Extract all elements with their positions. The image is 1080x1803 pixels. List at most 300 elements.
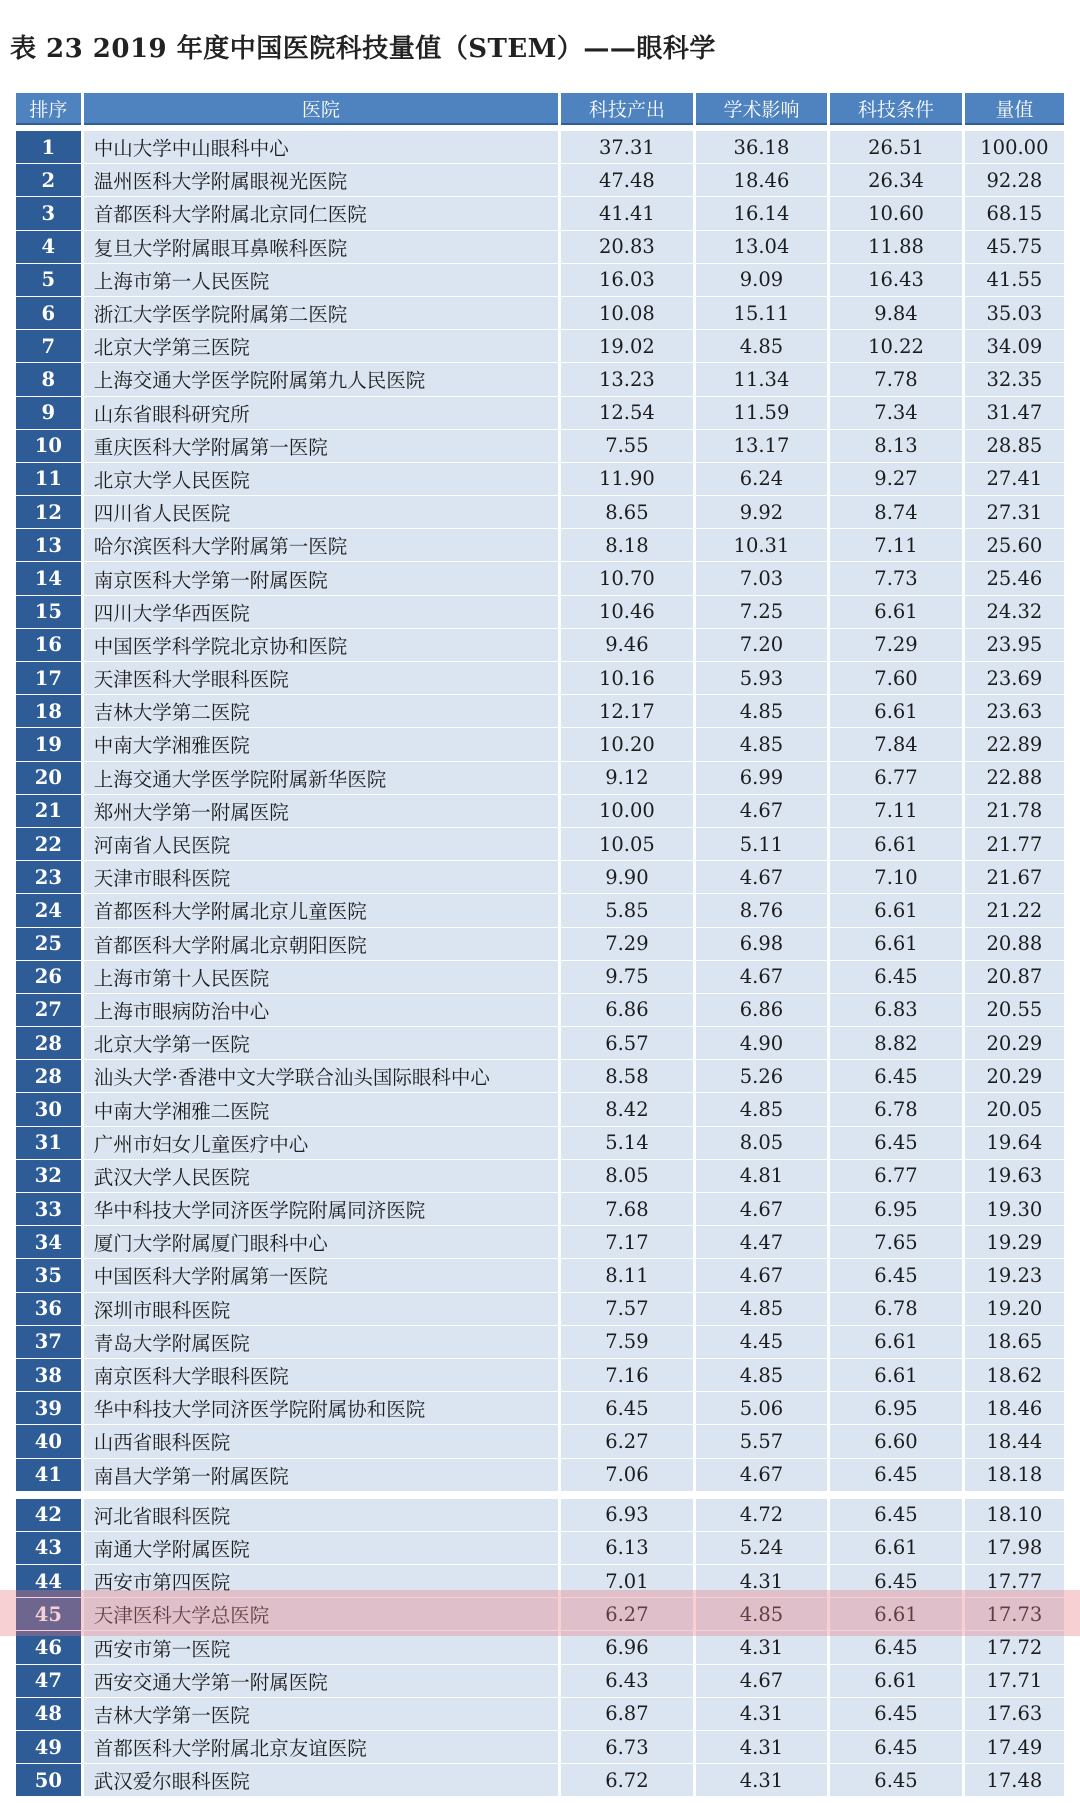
cell-output: 7.16	[561, 1359, 693, 1391]
cell-conditions: 6.61	[830, 928, 962, 960]
cell-rank: 23	[16, 861, 81, 893]
cell-output: 47.48	[561, 164, 693, 196]
header-row	[16, 93, 1064, 125]
cell-value: 20.88	[965, 928, 1064, 960]
table-row	[16, 1392, 1064, 1424]
cell-hospital: 郑州大学第一附属医院	[84, 795, 558, 827]
table-row	[16, 529, 1064, 561]
cell-output: 8.11	[561, 1259, 693, 1291]
cell-conditions: 6.61	[830, 1359, 962, 1391]
cell-conditions: 6.45	[830, 1499, 962, 1531]
table-body	[16, 126, 1064, 1796]
cell-impact: 4.31	[696, 1698, 828, 1730]
cell-impact: 6.99	[696, 762, 828, 794]
cell-value: 17.63	[965, 1698, 1064, 1730]
cell-output: 6.87	[561, 1698, 693, 1730]
cell-conditions: 6.61	[830, 1326, 962, 1358]
cell-impact: 13.17	[696, 430, 828, 462]
cell-conditions: 6.45	[830, 1259, 962, 1291]
cell-rank: 10	[16, 430, 81, 462]
cell-value: 17.49	[965, 1731, 1064, 1763]
cell-rank: 20	[16, 762, 81, 794]
cell-impact: 8.05	[696, 1127, 828, 1159]
cell-rank: 44	[16, 1565, 81, 1597]
cell-value: 25.46	[965, 562, 1064, 594]
cell-impact: 6.98	[696, 928, 828, 960]
cell-output: 10.20	[561, 728, 693, 760]
cell-hospital: 天津医科大学眼科医院	[84, 662, 558, 694]
cell-impact: 4.31	[696, 1764, 828, 1796]
cell-value: 31.47	[965, 397, 1064, 429]
table-row	[16, 596, 1064, 628]
cell-rank: 28	[16, 1060, 81, 1092]
cell-value: 20.29	[965, 1060, 1064, 1092]
cell-rank: 33	[16, 1193, 81, 1225]
table-row	[16, 1698, 1064, 1730]
cell-rank: 37	[16, 1326, 81, 1358]
cell-value: 34.09	[965, 330, 1064, 362]
table-row	[16, 1093, 1064, 1125]
cell-conditions: 6.78	[830, 1093, 962, 1125]
cell-output: 10.05	[561, 828, 693, 860]
cell-conditions: 10.22	[830, 330, 962, 362]
cell-rank: 50	[16, 1764, 81, 1796]
cell-output: 7.17	[561, 1226, 693, 1258]
cell-output: 5.85	[561, 894, 693, 926]
cell-impact: 4.67	[696, 861, 828, 893]
table-row	[16, 1631, 1064, 1663]
cell-rank: 14	[16, 562, 81, 594]
cell-output: 10.00	[561, 795, 693, 827]
cell-value: 24.32	[965, 596, 1064, 628]
cell-rank: 34	[16, 1226, 81, 1258]
cell-conditions: 9.27	[830, 463, 962, 495]
cell-output: 16.03	[561, 264, 693, 296]
cell-conditions: 6.45	[830, 1698, 962, 1730]
cell-hospital: 重庆医科大学附属第一医院	[84, 430, 558, 462]
cell-rank: 7	[16, 330, 81, 362]
cell-conditions: 7.78	[830, 363, 962, 395]
cell-impact: 4.31	[696, 1565, 828, 1597]
cell-hospital: 河北省眼科医院	[84, 1499, 558, 1531]
cell-hospital: 广州市妇女儿童医疗中心	[84, 1127, 558, 1159]
col-header-value: 量值	[965, 93, 1064, 125]
cell-rank: 26	[16, 961, 81, 993]
table-row	[16, 828, 1064, 860]
table-row	[16, 1060, 1064, 1092]
table-row	[16, 1226, 1064, 1258]
col-header-impact: 学术影响	[696, 93, 828, 125]
cell-conditions: 7.34	[830, 397, 962, 429]
table-row	[16, 1499, 1064, 1531]
table-title: 表 23 2019 年度中国医院科技量值（STEM）——眼科学	[10, 34, 716, 64]
cell-rank: 9	[16, 397, 81, 429]
cell-output: 11.90	[561, 463, 693, 495]
cell-conditions: 26.51	[830, 131, 962, 163]
cell-output: 13.23	[561, 363, 693, 395]
cell-hospital: 北京大学第一医院	[84, 1027, 558, 1059]
cell-output: 9.90	[561, 861, 693, 893]
cell-hospital: 中山大学中山眼科中心	[84, 131, 558, 163]
col-header-hospital: 医院	[84, 93, 558, 125]
cell-rank: 15	[16, 596, 81, 628]
cell-output: 9.75	[561, 961, 693, 993]
cell-conditions: 6.95	[830, 1392, 962, 1424]
cell-hospital: 青岛大学附属医院	[84, 1326, 558, 1358]
section-gap	[16, 1492, 1064, 1498]
cell-impact: 5.57	[696, 1425, 828, 1457]
table-row	[16, 1459, 1064, 1491]
table-row	[16, 1293, 1064, 1325]
cell-conditions: 6.78	[830, 1293, 962, 1325]
table-row	[16, 1425, 1064, 1457]
stem-ranking-table	[13, 92, 1067, 1797]
cell-value: 25.60	[965, 529, 1064, 561]
cell-hospital: 华中科技大学同济医学院附属同济医院	[84, 1193, 558, 1225]
table-row	[16, 1160, 1064, 1192]
table-row	[16, 629, 1064, 661]
cell-conditions: 6.77	[830, 762, 962, 794]
cell-output: 6.45	[561, 1392, 693, 1424]
cell-rank: 38	[16, 1359, 81, 1391]
cell-rank: 5	[16, 264, 81, 296]
cell-output: 10.08	[561, 297, 693, 329]
cell-conditions: 6.45	[830, 1565, 962, 1597]
table-row	[16, 795, 1064, 827]
cell-conditions: 6.45	[830, 1060, 962, 1092]
table-row	[16, 762, 1064, 794]
cell-hospital: 武汉大学人民医院	[84, 1160, 558, 1192]
table-row	[16, 131, 1064, 163]
cell-hospital: 山西省眼科医院	[84, 1425, 558, 1457]
cell-output: 7.59	[561, 1326, 693, 1358]
cell-output: 6.86	[561, 994, 693, 1026]
cell-impact: 7.03	[696, 562, 828, 594]
cell-rank: 3	[16, 197, 81, 229]
cell-value: 21.22	[965, 894, 1064, 926]
cell-value: 18.65	[965, 1326, 1064, 1358]
table-row	[16, 1193, 1064, 1225]
cell-output: 8.18	[561, 529, 693, 561]
cell-impact: 11.34	[696, 363, 828, 395]
cell-rank: 24	[16, 894, 81, 926]
cell-impact: 4.67	[696, 1665, 828, 1697]
cell-conditions: 7.60	[830, 662, 962, 694]
cell-value: 27.41	[965, 463, 1064, 495]
cell-value: 20.55	[965, 994, 1064, 1026]
cell-impact: 4.31	[696, 1631, 828, 1663]
cell-impact: 9.09	[696, 264, 828, 296]
table-row	[16, 197, 1064, 229]
cell-hospital: 吉林大学第二医院	[84, 695, 558, 727]
table-row	[16, 1359, 1064, 1391]
table-row	[16, 363, 1064, 395]
table-row	[16, 1259, 1064, 1291]
cell-impact: 4.85	[696, 695, 828, 727]
cell-impact: 15.11	[696, 297, 828, 329]
cell-hospital: 上海市眼病防治中心	[84, 994, 558, 1026]
cell-output: 7.68	[561, 1193, 693, 1225]
table-row	[16, 231, 1064, 263]
cell-impact: 6.24	[696, 463, 828, 495]
cell-conditions: 6.61	[830, 695, 962, 727]
cell-rank: 2	[16, 164, 81, 196]
cell-value: 100.00	[965, 131, 1064, 163]
cell-value: 17.77	[965, 1565, 1064, 1597]
cell-impact: 11.59	[696, 397, 828, 429]
cell-rank: 28	[16, 1027, 81, 1059]
cell-hospital: 北京大学第三医院	[84, 330, 558, 362]
cell-hospital: 西安市第四医院	[84, 1565, 558, 1597]
cell-rank: 16	[16, 629, 81, 661]
table-row	[16, 1565, 1064, 1597]
cell-hospital: 首都医科大学附属北京朝阳医院	[84, 928, 558, 960]
cell-impact: 5.26	[696, 1060, 828, 1092]
cell-value: 28.85	[965, 430, 1064, 462]
cell-conditions: 7.65	[830, 1226, 962, 1258]
cell-hospital: 上海市第十人民医院	[84, 961, 558, 993]
cell-impact: 4.67	[696, 1259, 828, 1291]
cell-hospital: 浙江大学医学院附属第二医院	[84, 297, 558, 329]
cell-hospital: 华中科技大学同济医学院附属协和医院	[84, 1392, 558, 1424]
cell-hospital: 上海市第一人民医院	[84, 264, 558, 296]
cell-rank: 27	[16, 994, 81, 1026]
cell-output: 7.29	[561, 928, 693, 960]
table-row	[16, 397, 1064, 429]
cell-impact: 4.85	[696, 1093, 828, 1125]
cell-rank: 11	[16, 463, 81, 495]
cell-output: 12.54	[561, 397, 693, 429]
cell-conditions: 6.45	[830, 1127, 962, 1159]
cell-impact: 4.90	[696, 1027, 828, 1059]
table-row	[16, 1764, 1064, 1796]
cell-hospital: 复旦大学附属眼耳鼻喉科医院	[84, 231, 558, 263]
cell-impact: 5.06	[696, 1392, 828, 1424]
cell-output: 8.65	[561, 496, 693, 528]
cell-conditions: 6.45	[830, 1764, 962, 1796]
cell-rank: 22	[16, 828, 81, 860]
cell-rank: 12	[16, 496, 81, 528]
cell-impact: 4.72	[696, 1499, 828, 1531]
cell-impact: 5.93	[696, 662, 828, 694]
cell-rank: 48	[16, 1698, 81, 1730]
cell-output: 6.13	[561, 1532, 693, 1564]
cell-impact: 18.46	[696, 164, 828, 196]
cell-conditions: 11.88	[830, 231, 962, 263]
table-row	[16, 894, 1064, 926]
cell-value: 23.69	[965, 662, 1064, 694]
cell-conditions: 6.95	[830, 1193, 962, 1225]
col-header-conditions: 科技条件	[830, 93, 962, 125]
cell-value: 19.30	[965, 1193, 1064, 1225]
table-row	[16, 330, 1064, 362]
cell-conditions: 6.61	[830, 596, 962, 628]
cell-output: 6.96	[561, 1631, 693, 1663]
table-row	[16, 861, 1064, 893]
cell-output: 7.57	[561, 1293, 693, 1325]
table-row	[16, 496, 1064, 528]
cell-output: 20.83	[561, 231, 693, 263]
cell-value: 17.71	[965, 1665, 1064, 1697]
cell-output: 7.01	[561, 1565, 693, 1597]
cell-hospital: 吉林大学第一医院	[84, 1698, 558, 1730]
cell-hospital: 南京医科大学眼科医院	[84, 1359, 558, 1391]
cell-impact: 4.67	[696, 1459, 828, 1491]
col-header-output: 科技产出	[561, 93, 693, 125]
cell-hospital: 中南大学湘雅二医院	[84, 1093, 558, 1125]
cell-rank: 1	[16, 131, 81, 163]
cell-rank: 45	[16, 1598, 81, 1630]
table-row	[16, 1532, 1064, 1564]
cell-impact: 5.24	[696, 1532, 828, 1564]
cell-impact: 4.45	[696, 1326, 828, 1358]
cell-hospital: 山东省眼科研究所	[84, 397, 558, 429]
cell-rank: 35	[16, 1259, 81, 1291]
cell-rank: 43	[16, 1532, 81, 1564]
cell-value: 23.63	[965, 695, 1064, 727]
cell-value: 20.29	[965, 1027, 1064, 1059]
cell-impact: 4.67	[696, 795, 828, 827]
cell-hospital: 四川省人民医院	[84, 496, 558, 528]
cell-rank: 19	[16, 728, 81, 760]
cell-output: 10.70	[561, 562, 693, 594]
cell-impact: 4.85	[696, 1293, 828, 1325]
cell-impact: 4.31	[696, 1731, 828, 1763]
cell-value: 32.35	[965, 363, 1064, 395]
cell-value: 23.95	[965, 629, 1064, 661]
cell-impact: 4.85	[696, 728, 828, 760]
cell-rank: 31	[16, 1127, 81, 1159]
cell-hospital: 上海交通大学医学院附属新华医院	[84, 762, 558, 794]
cell-output: 6.93	[561, 1499, 693, 1531]
cell-impact: 9.92	[696, 496, 828, 528]
cell-value: 19.63	[965, 1160, 1064, 1192]
cell-value: 18.10	[965, 1499, 1064, 1531]
cell-rank: 41	[16, 1459, 81, 1491]
cell-hospital: 汕头大学·香港中文大学联合汕头国际眼科中心	[84, 1060, 558, 1092]
cell-conditions: 6.45	[830, 1631, 962, 1663]
cell-impact: 4.85	[696, 1598, 828, 1630]
cell-impact: 10.31	[696, 529, 828, 561]
cell-conditions: 6.83	[830, 994, 962, 1026]
cell-output: 6.57	[561, 1027, 693, 1059]
cell-hospital: 温州医科大学附属眼视光医院	[84, 164, 558, 196]
cell-rank: 6	[16, 297, 81, 329]
cell-conditions: 9.84	[830, 297, 962, 329]
cell-impact: 8.76	[696, 894, 828, 926]
cell-value: 21.77	[965, 828, 1064, 860]
cell-impact: 7.25	[696, 596, 828, 628]
cell-rank: 40	[16, 1425, 81, 1457]
cell-rank: 25	[16, 928, 81, 960]
cell-impact: 4.81	[696, 1160, 828, 1192]
table-row	[16, 1027, 1064, 1059]
cell-value: 22.89	[965, 728, 1064, 760]
table-row	[16, 728, 1064, 760]
table-row	[16, 1598, 1064, 1630]
table-row	[16, 264, 1064, 296]
cell-conditions: 6.60	[830, 1425, 962, 1457]
cell-hospital: 哈尔滨医科大学附属第一医院	[84, 529, 558, 561]
cell-rank: 21	[16, 795, 81, 827]
cell-value: 92.28	[965, 164, 1064, 196]
cell-hospital: 西安市第一医院	[84, 1631, 558, 1663]
cell-hospital: 武汉爱尔眼科医院	[84, 1764, 558, 1796]
cell-output: 7.55	[561, 430, 693, 462]
cell-value: 21.78	[965, 795, 1064, 827]
cell-conditions: 6.61	[830, 828, 962, 860]
cell-impact: 7.20	[696, 629, 828, 661]
cell-rank: 18	[16, 695, 81, 727]
cell-value: 41.55	[965, 264, 1064, 296]
cell-value: 17.72	[965, 1631, 1064, 1663]
cell-value: 19.20	[965, 1293, 1064, 1325]
cell-hospital: 河南省人民医院	[84, 828, 558, 860]
cell-conditions: 7.84	[830, 728, 962, 760]
cell-output: 9.12	[561, 762, 693, 794]
cell-rank: 49	[16, 1731, 81, 1763]
cell-conditions: 7.73	[830, 562, 962, 594]
cell-impact: 16.14	[696, 197, 828, 229]
cell-conditions: 10.60	[830, 197, 962, 229]
cell-value: 20.87	[965, 961, 1064, 993]
cell-conditions: 6.77	[830, 1160, 962, 1192]
cell-value: 18.44	[965, 1425, 1064, 1457]
cell-value: 68.15	[965, 197, 1064, 229]
cell-conditions: 7.10	[830, 861, 962, 893]
cell-output: 6.43	[561, 1665, 693, 1697]
table-row	[16, 1731, 1064, 1763]
table-row	[16, 430, 1064, 462]
cell-hospital: 厦门大学附属厦门眼科中心	[84, 1226, 558, 1258]
cell-hospital: 天津医科大学总医院	[84, 1598, 558, 1630]
cell-impact: 4.67	[696, 961, 828, 993]
cell-rank: 17	[16, 662, 81, 694]
table-row	[16, 961, 1064, 993]
cell-conditions: 6.45	[830, 961, 962, 993]
cell-value: 45.75	[965, 231, 1064, 263]
cell-hospital: 天津市眼科医院	[84, 861, 558, 893]
cell-impact: 4.67	[696, 1193, 828, 1225]
cell-value: 18.46	[965, 1392, 1064, 1424]
cell-hospital: 南京医科大学第一附属医院	[84, 562, 558, 594]
cell-hospital: 深圳市眼科医院	[84, 1293, 558, 1325]
cell-rank: 47	[16, 1665, 81, 1697]
cell-conditions: 8.74	[830, 496, 962, 528]
cell-hospital: 四川大学华西医院	[84, 596, 558, 628]
cell-hospital: 首都医科大学附属北京儿童医院	[84, 894, 558, 926]
cell-conditions: 7.11	[830, 795, 962, 827]
cell-conditions: 8.13	[830, 430, 962, 462]
table-row	[16, 1665, 1064, 1697]
cell-value: 35.03	[965, 297, 1064, 329]
cell-value: 27.31	[965, 496, 1064, 528]
cell-output: 37.31	[561, 131, 693, 163]
cell-hospital: 首都医科大学附属北京同仁医院	[84, 197, 558, 229]
cell-hospital: 南通大学附属医院	[84, 1532, 558, 1564]
cell-impact: 4.85	[696, 330, 828, 362]
cell-rank: 32	[16, 1160, 81, 1192]
cell-value: 19.29	[965, 1226, 1064, 1258]
cell-conditions: 6.61	[830, 1665, 962, 1697]
table-row	[16, 928, 1064, 960]
cell-rank: 30	[16, 1093, 81, 1125]
cell-conditions: 6.61	[830, 1598, 962, 1630]
cell-conditions: 6.45	[830, 1731, 962, 1763]
cell-rank: 13	[16, 529, 81, 561]
table-row	[16, 164, 1064, 196]
cell-hospital: 中南大学湘雅医院	[84, 728, 558, 760]
